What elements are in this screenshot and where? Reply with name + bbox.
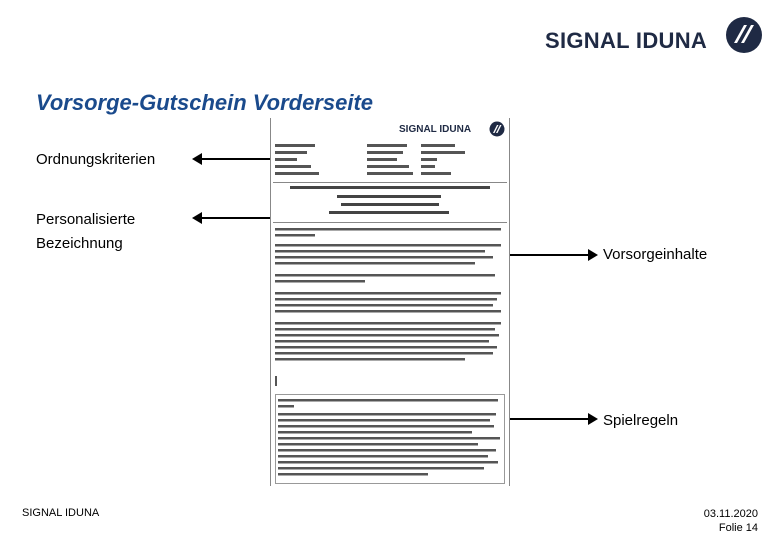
arrow-personalisierte-bezeichnung — [194, 217, 270, 219]
voucher-document-thumbnail — [270, 118, 510, 486]
label-vorsorgeinhalte: Vorsorgeinhalte — [603, 246, 708, 263]
label-personalisierte-bezeichnung: Personalisierte Bezeichnung — [36, 211, 136, 252]
document-body-text — [275, 228, 505, 394]
logo-text: SIGNAL IDUNA — [545, 28, 708, 53]
document-divider — [273, 182, 507, 183]
footer-company: SIGNAL IDUNA — [22, 507, 100, 519]
document-ordering-fields — [275, 144, 505, 180]
arrow-ordnungskriterien — [194, 158, 270, 160]
arrow-vorsorgeinhalte — [508, 254, 596, 256]
arrow-spielregeln — [508, 418, 596, 420]
page-title: Vorsorge-Gutschein Vorderseite — [36, 90, 374, 115]
label-spielregeln: Spielregeln — [603, 412, 679, 429]
document-personalized-heading — [275, 186, 505, 220]
document-rules-box — [275, 394, 505, 484]
footer-info — [704, 507, 758, 535]
label-ordnungskriterien: Ordnungskriterien — [36, 151, 156, 168]
signal-iduna-logo-icon — [725, 16, 763, 54]
document-divider — [273, 222, 507, 223]
footer-date: 03.11.2020 — [703, 508, 758, 520]
document-logo-text: SIGNAL IDUNA — [399, 124, 472, 135]
company-logo — [545, 16, 761, 60]
document-logo-icon — [489, 121, 505, 137]
footer-slide-number: Folie 14 — [718, 522, 758, 534]
document-rules-text — [278, 399, 502, 481]
